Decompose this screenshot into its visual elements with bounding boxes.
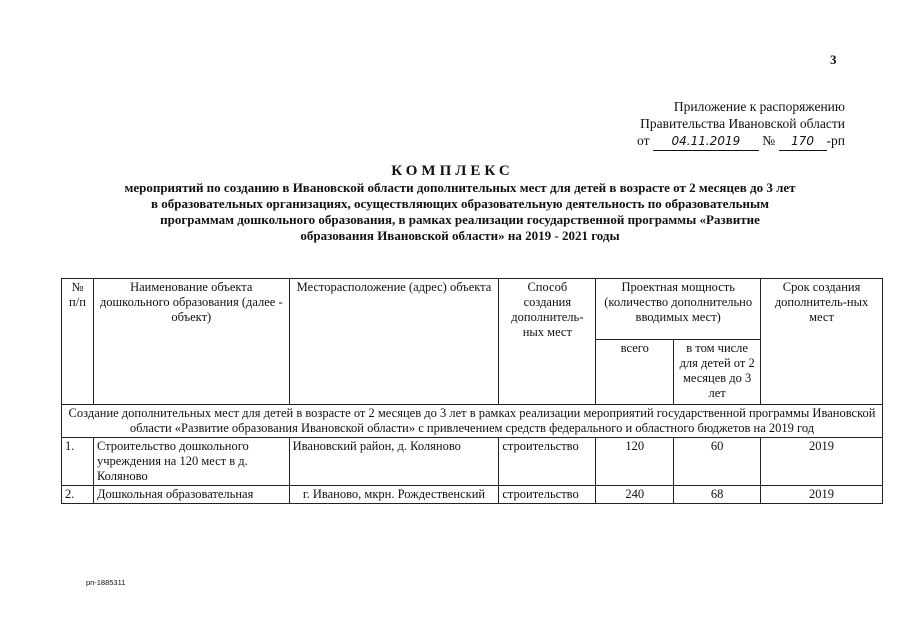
appendix-from-label: от [637,133,650,148]
document-title: КОМПЛЕКС [391,163,514,179]
appendix-line-3 [545,132,845,151]
page-number: 3 [830,52,837,67]
appendix-block [545,98,845,151]
subtitle-line-4: образования Ивановской области» на 2019 - 2021 годы [300,228,620,243]
header-deadline: Срок создания дополнитель-ных мест [761,279,883,405]
handwritten-date: 04.11.2019 [653,133,759,151]
row-children: 60 [674,438,761,486]
header-method: Способ создания дополнитель-ных мест [499,279,596,405]
section-row [62,405,883,438]
table-header-row [62,279,883,340]
measures-table [61,278,883,504]
table-row [62,486,883,504]
row-location: Ивановский район, д. Коляново [289,438,499,486]
section-title: Создание дополнительных мест для детей в возрасте от 2 месяцев до 3 лет в рамках реализации мероприятий государственной программы Ивановской области «Развитие образования Ивановской области» с привлечением средств федерального и областного бюджетов на 2019 год [62,405,883,438]
row-num: 1. [62,438,94,486]
subtitle-line-1: мероприятий по созданию в Ивановской области дополнительных мест для детей в возрасте от 2 месяцев до 3 лет [124,180,796,195]
number-sign: № [762,133,776,148]
row-total: 120 [596,438,674,486]
header-location: Месторасположение (адрес) объекта [289,279,499,405]
row-children: 68 [674,486,761,504]
document-subtitle [70,180,850,244]
header-capacity-children: в том числе для детей от 2 месяцев до 3 лет [674,340,761,405]
document-code: рп-1885311 [86,578,126,587]
row-year: 2019 [761,438,883,486]
subtitle-line-3: программам дошкольного образования, в рамках реализации государственной программы «Развитие [160,212,760,227]
row-name: Дошкольная образовательная [93,486,289,504]
header-capacity: Проектная мощность (количество дополнительно вводимых мест) [596,279,761,340]
header-capacity-total: всего [596,340,674,405]
handwritten-number: 170 [779,133,827,151]
row-method: строительство [499,438,596,486]
row-total: 240 [596,486,674,504]
number-suffix: -рп [826,133,845,148]
subtitle-line-2: в образовательных организациях, осуществляющих образовательную деятельность по образовательным [150,196,770,211]
table-row [62,438,883,486]
appendix-line-2: Правительства Ивановской области [640,116,845,131]
row-name: Строительство дошкольного учреждения на 120 мест в д. Коляново [93,438,289,486]
row-num: 2. [62,486,94,504]
row-method: строительство [499,486,596,504]
header-name: Наименование объекта дошкольного образования (далее - объект) [93,279,289,405]
header-num: № п/п [62,279,94,405]
appendix-line-1: Приложение к распоряжению [673,99,845,114]
row-year: 2019 [761,486,883,504]
row-location: г. Иваново, мкрн. Рождественский [289,486,499,504]
